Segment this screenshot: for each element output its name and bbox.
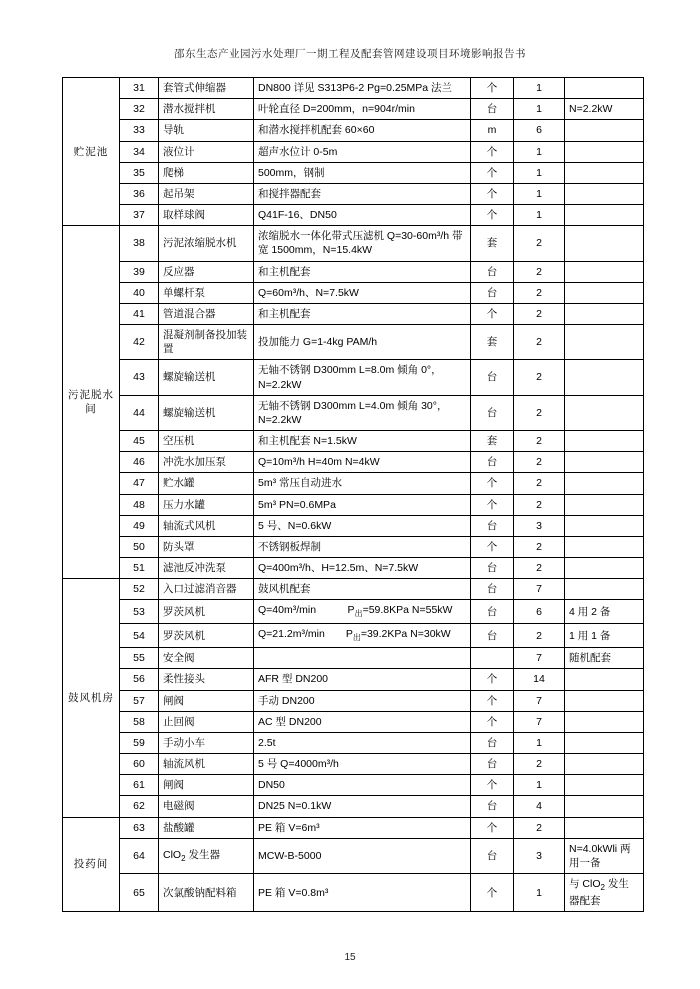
quantity-cell: 2	[514, 261, 565, 282]
quantity-cell: 1	[514, 78, 565, 99]
equipment-name-cell: 液位计	[159, 141, 254, 162]
equipment-name-cell: 电磁阀	[159, 796, 254, 817]
note-cell	[565, 162, 644, 183]
specification-cell: Q=10m³/h H=40m N=4kW	[254, 452, 471, 473]
unit-cell: 台	[471, 452, 514, 473]
equipment-name-cell: 防头罩	[159, 536, 254, 557]
specification-cell: 5m³ PN=0.6MPa	[254, 494, 471, 515]
equipment-name-cell: 管道混合器	[159, 303, 254, 324]
unit-cell: 台	[471, 838, 514, 873]
specification-cell: 500mm，钢制	[254, 162, 471, 183]
group-cell: 鼓风机房	[63, 579, 120, 817]
specification-cell: Q41F-16、DN50	[254, 205, 471, 226]
equipment-table-wrap	[62, 77, 638, 912]
table-row	[63, 226, 644, 261]
table-row	[63, 711, 644, 732]
group-cell: 污泥脱水间	[63, 226, 120, 579]
specification-cell: Q=40m³/min $P_出=59.8KPa$ N=55kW	[254, 600, 471, 624]
note-cell	[565, 226, 644, 261]
quantity-cell: 2	[514, 558, 565, 579]
row-number-cell: 64	[120, 838, 159, 873]
quantity-cell: 3	[514, 838, 565, 873]
table-row	[63, 536, 644, 557]
specification-cell: 浓缩脱水一体化带式压滤机 Q=30-60m³/h 带宽 1500mm，N=15.4kW	[254, 226, 471, 261]
quantity-cell: 2	[514, 754, 565, 775]
unit-cell: 台	[471, 624, 514, 648]
row-number-cell: 54	[120, 624, 159, 648]
document-header: 邵东生态产业园污水处理厂一期工程及配套管网建设项目环境影响报告书	[174, 48, 526, 60]
specification-cell: 不锈钢板焊制	[254, 536, 471, 557]
note-cell	[565, 558, 644, 579]
row-number-cell: 60	[120, 754, 159, 775]
specification-cell: 和主机配套	[254, 261, 471, 282]
quantity-cell: 7	[514, 690, 565, 711]
equipment-name-cell: 盐酸罐	[159, 817, 254, 838]
quantity-cell: 1	[514, 775, 565, 796]
unit-cell: 台	[471, 360, 514, 395]
row-number-cell: 52	[120, 579, 159, 600]
equipment-name-cell: ClO$_2$ 发生器	[159, 838, 254, 873]
quantity-cell: 2	[514, 494, 565, 515]
unit-cell: 个	[471, 711, 514, 732]
note-cell	[565, 473, 644, 494]
group-cell: 投药间	[63, 817, 120, 912]
row-number-cell: 47	[120, 473, 159, 494]
equipment-name-cell: 螺旋输送机	[159, 395, 254, 430]
equipment-name-cell: 起吊架	[159, 183, 254, 204]
row-number-cell: 37	[120, 205, 159, 226]
quantity-cell: 2	[514, 226, 565, 261]
table-row	[63, 431, 644, 452]
row-number-cell: 49	[120, 515, 159, 536]
unit-cell: 台	[471, 754, 514, 775]
specification-cell: 和搅拌器配套	[254, 183, 471, 204]
unit-cell	[471, 648, 514, 669]
table-row	[63, 600, 644, 624]
specification-cell: 和主机配套	[254, 303, 471, 324]
row-number-cell: 55	[120, 648, 159, 669]
unit-cell: 台	[471, 579, 514, 600]
quantity-cell: 2	[514, 360, 565, 395]
note-cell	[565, 325, 644, 360]
unit-cell: 套	[471, 431, 514, 452]
table-row	[63, 874, 644, 912]
row-number-cell: 65	[120, 874, 159, 912]
table-row	[63, 205, 644, 226]
quantity-cell: 2	[514, 817, 565, 838]
equipment-name-cell: 手动小车	[159, 732, 254, 753]
note-cell	[565, 205, 644, 226]
row-number-cell: 57	[120, 690, 159, 711]
note-cell: N=4.0kWli 两用一备	[565, 838, 644, 873]
row-number-cell: 36	[120, 183, 159, 204]
quantity-cell: 6	[514, 600, 565, 624]
note-cell: 随机配套	[565, 648, 644, 669]
specification-cell: MCW-B-5000	[254, 838, 471, 873]
row-number-cell: 51	[120, 558, 159, 579]
row-number-cell: 40	[120, 282, 159, 303]
equipment-name-cell: 柔性接头	[159, 669, 254, 690]
quantity-cell: 2	[514, 395, 565, 430]
quantity-cell: 1	[514, 183, 565, 204]
note-cell	[565, 732, 644, 753]
equipment-name-cell: 导轨	[159, 120, 254, 141]
unit-cell: 个	[471, 494, 514, 515]
equipment-name-cell: 单螺杆泵	[159, 282, 254, 303]
equipment-name-cell: 污泥浓缩脱水机	[159, 226, 254, 261]
equipment-name-cell: 冲洗水加压泵	[159, 452, 254, 473]
page-number: 15	[344, 952, 356, 963]
table-row	[63, 838, 644, 873]
table-row	[63, 775, 644, 796]
table-row	[63, 624, 644, 648]
quantity-cell: 2	[514, 282, 565, 303]
note-cell	[565, 395, 644, 430]
equipment-name-cell: 闸阀	[159, 775, 254, 796]
specification-cell: 手动 DN200	[254, 690, 471, 711]
equipment-name-cell: 潜水搅拌机	[159, 99, 254, 120]
row-number-cell: 41	[120, 303, 159, 324]
specification-cell: PE 箱 V=6m³	[254, 817, 471, 838]
equipment-name-cell: 轴流式风机	[159, 515, 254, 536]
quantity-cell: 1	[514, 874, 565, 912]
unit-cell: 台	[471, 732, 514, 753]
equipment-name-cell: 空压机	[159, 431, 254, 452]
table-row	[63, 690, 644, 711]
note-cell	[565, 669, 644, 690]
quantity-cell: 2	[514, 303, 565, 324]
note-cell	[565, 452, 644, 473]
unit-cell: 台	[471, 558, 514, 579]
note-cell	[565, 754, 644, 775]
unit-cell: 个	[471, 162, 514, 183]
note-cell	[565, 360, 644, 395]
equipment-name-cell: 套管式伸缩器	[159, 78, 254, 99]
note-cell	[565, 796, 644, 817]
specification-cell: 无轴不锈钢 D300mm L=4.0m 倾角 30°，N=2.2kW	[254, 395, 471, 430]
note-cell: N=2.2kW	[565, 99, 644, 120]
equipment-name-cell: 压力水罐	[159, 494, 254, 515]
equipment-name-cell: 罗茨风机	[159, 624, 254, 648]
specification-cell: 鼓风机配套	[254, 579, 471, 600]
unit-cell: 套	[471, 226, 514, 261]
unit-cell: 个	[471, 205, 514, 226]
specification-cell: 2.5t	[254, 732, 471, 753]
table-row	[63, 452, 644, 473]
equipment-name-cell: 罗茨风机	[159, 600, 254, 624]
quantity-cell: 4	[514, 796, 565, 817]
quantity-cell: 1	[514, 732, 565, 753]
note-cell	[565, 78, 644, 99]
specification-cell: AC 型 DN200	[254, 711, 471, 732]
table-row	[63, 817, 644, 838]
specification-cell: 5 号 Q=4000m³/h	[254, 754, 471, 775]
row-number-cell: 62	[120, 796, 159, 817]
row-number-cell: 32	[120, 99, 159, 120]
table-row	[63, 99, 644, 120]
unit-cell: 个	[471, 817, 514, 838]
table-row	[63, 754, 644, 775]
equipment-name-cell: 反应器	[159, 261, 254, 282]
row-number-cell: 44	[120, 395, 159, 430]
table-row	[63, 796, 644, 817]
unit-cell: 台	[471, 515, 514, 536]
equipment-name-cell: 螺旋输送机	[159, 360, 254, 395]
quantity-cell: 2	[514, 431, 565, 452]
table-row	[63, 261, 644, 282]
unit-cell: 个	[471, 690, 514, 711]
specification-cell: 和主机配套 N=1.5kW	[254, 431, 471, 452]
specification-cell: DN50	[254, 775, 471, 796]
unit-cell: 个	[471, 183, 514, 204]
row-number-cell: 63	[120, 817, 159, 838]
unit-cell: 套	[471, 325, 514, 360]
note-cell: 与 ClO$_2$ 发生器配套	[565, 874, 644, 912]
specification-cell: 超声水位计 0-5m	[254, 141, 471, 162]
specification-cell: 投加能力 G=1-4kg PAM/h	[254, 325, 471, 360]
row-number-cell: 43	[120, 360, 159, 395]
table-row	[63, 515, 644, 536]
unit-cell: 个	[471, 536, 514, 557]
table-row	[63, 648, 644, 669]
row-number-cell: 59	[120, 732, 159, 753]
unit-cell: 台	[471, 282, 514, 303]
table-row	[63, 141, 644, 162]
row-number-cell: 33	[120, 120, 159, 141]
unit-cell: 个	[471, 473, 514, 494]
equipment-name-cell: 贮水罐	[159, 473, 254, 494]
equipment-name-cell: 取样球阀	[159, 205, 254, 226]
note-cell	[565, 141, 644, 162]
specification-cell: PE 箱 V=0.8m³	[254, 874, 471, 912]
row-number-cell: 34	[120, 141, 159, 162]
equipment-name-cell: 滤池反冲洗泵	[159, 558, 254, 579]
note-cell: 4 用 2 备	[565, 600, 644, 624]
unit-cell: 个	[471, 303, 514, 324]
table-row	[63, 325, 644, 360]
unit-cell: 台	[471, 261, 514, 282]
note-cell	[565, 817, 644, 838]
equipment-table	[62, 77, 644, 912]
quantity-cell: 1	[514, 162, 565, 183]
note-cell	[565, 431, 644, 452]
note-cell	[565, 282, 644, 303]
note-cell	[565, 515, 644, 536]
specification-cell: Q=400m³/h、H=12.5m、N=7.5kW	[254, 558, 471, 579]
row-number-cell: 45	[120, 431, 159, 452]
table-row	[63, 120, 644, 141]
specification-cell: 无轴不锈钢 D300mm L=8.0m 倾角 0°，N=2.2kW	[254, 360, 471, 395]
unit-cell: 台	[471, 395, 514, 430]
specification-cell: 叶轮直径 D=200mm，n=904r/min	[254, 99, 471, 120]
specification-cell: 和潜水搅拌机配套 60×60	[254, 120, 471, 141]
table-row	[63, 494, 644, 515]
table-row	[63, 473, 644, 494]
row-number-cell: 48	[120, 494, 159, 515]
quantity-cell: 2	[514, 624, 565, 648]
table-row	[63, 669, 644, 690]
specification-cell	[254, 648, 471, 669]
specification-cell: DN25 N=0.1kW	[254, 796, 471, 817]
table-row	[63, 162, 644, 183]
row-number-cell: 35	[120, 162, 159, 183]
quantity-cell: 2	[514, 452, 565, 473]
quantity-cell: 3	[514, 515, 565, 536]
table-row	[63, 303, 644, 324]
quantity-cell: 7	[514, 711, 565, 732]
equipment-name-cell: 入口过滤消音器	[159, 579, 254, 600]
equipment-name-cell: 安全阀	[159, 648, 254, 669]
note-cell	[565, 261, 644, 282]
row-number-cell: 50	[120, 536, 159, 557]
equipment-name-cell: 闸阀	[159, 690, 254, 711]
equipment-name-cell: 爬梯	[159, 162, 254, 183]
note-cell	[565, 690, 644, 711]
equipment-name-cell: 止回阀	[159, 711, 254, 732]
row-number-cell: 42	[120, 325, 159, 360]
unit-cell: 个	[471, 669, 514, 690]
quantity-cell: 7	[514, 579, 565, 600]
equipment-name-cell: 轴流风机	[159, 754, 254, 775]
row-number-cell: 58	[120, 711, 159, 732]
unit-cell: 台	[471, 600, 514, 624]
row-number-cell: 38	[120, 226, 159, 261]
specification-cell: Q=60m³/h、N=7.5kW	[254, 282, 471, 303]
quantity-cell: 7	[514, 648, 565, 669]
row-number-cell: 39	[120, 261, 159, 282]
note-cell: 1 用 1 备	[565, 624, 644, 648]
quantity-cell: 1	[514, 141, 565, 162]
quantity-cell: 2	[514, 325, 565, 360]
quantity-cell: 14	[514, 669, 565, 690]
note-cell	[565, 711, 644, 732]
note-cell	[565, 303, 644, 324]
quantity-cell: 6	[514, 120, 565, 141]
group-cell: 贮泥池	[63, 78, 120, 226]
row-number-cell: 31	[120, 78, 159, 99]
quantity-cell: 1	[514, 205, 565, 226]
unit-cell: m	[471, 120, 514, 141]
table-row	[63, 360, 644, 395]
table-row	[63, 579, 644, 600]
quantity-cell: 2	[514, 536, 565, 557]
row-number-cell: 53	[120, 600, 159, 624]
quantity-cell: 1	[514, 99, 565, 120]
specification-cell: 5 号、N=0.6kW	[254, 515, 471, 536]
specification-cell: 5m³ 常压自动进水	[254, 473, 471, 494]
equipment-name-cell: 混凝剂制备投加装置	[159, 325, 254, 360]
table-row	[63, 732, 644, 753]
unit-cell: 台	[471, 99, 514, 120]
specification-cell: Q=21.2m³/min $P_出=39.2KPa$ N=30kW	[254, 624, 471, 648]
table-row	[63, 78, 644, 99]
row-number-cell: 46	[120, 452, 159, 473]
note-cell	[565, 120, 644, 141]
quantity-cell: 2	[514, 473, 565, 494]
specification-cell: AFR 型 DN200	[254, 669, 471, 690]
row-number-cell: 61	[120, 775, 159, 796]
table-row	[63, 558, 644, 579]
note-cell	[565, 775, 644, 796]
specification-cell: DN800 详见 S313P6-2 Pg=0.25MPa 法兰	[254, 78, 471, 99]
unit-cell: 个	[471, 874, 514, 912]
table-row	[63, 395, 644, 430]
note-cell	[565, 536, 644, 557]
table-row	[63, 282, 644, 303]
note-cell	[565, 579, 644, 600]
row-number-cell: 56	[120, 669, 159, 690]
note-cell	[565, 183, 644, 204]
unit-cell: 台	[471, 796, 514, 817]
unit-cell: 个	[471, 775, 514, 796]
unit-cell: 个	[471, 78, 514, 99]
equipment-name-cell: 次氯酸钠配料箱	[159, 874, 254, 912]
note-cell	[565, 494, 644, 515]
unit-cell: 个	[471, 141, 514, 162]
table-row	[63, 183, 644, 204]
